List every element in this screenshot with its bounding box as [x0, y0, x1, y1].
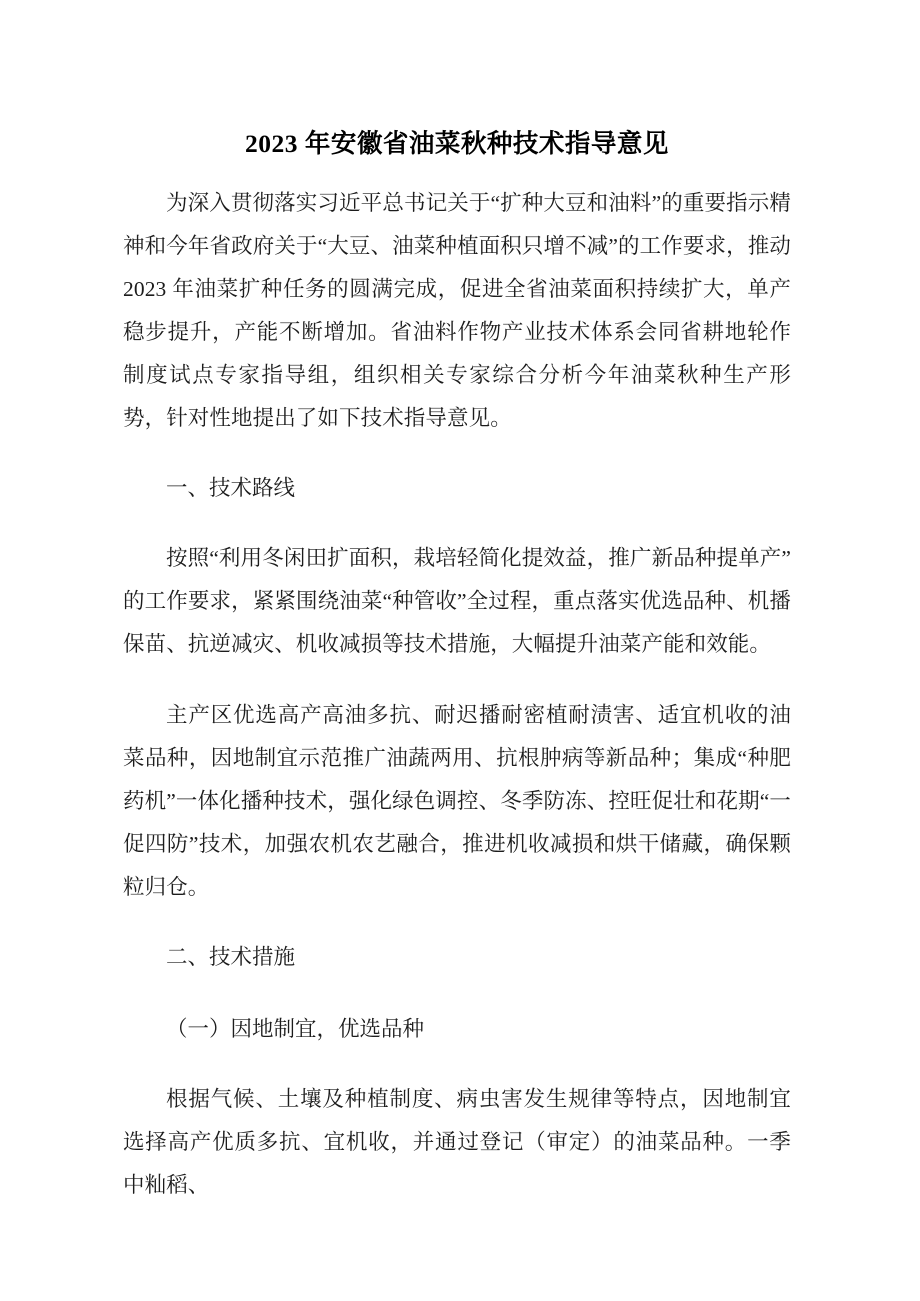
section-one-paragraph-1: 按照“利用冬闲田扩面积，栽培轻简化提效益，推广新品种提单产”的工作要求，紧紧围绕油菜“种管收”全过程，重点落实优选品种、机播保苗、抗逆减灾、机收减损等技术措施，大幅提升油菜产能和效能。 [123, 545, 791, 656]
spacer-after-section-one-heading [123, 510, 791, 537]
subsection-heading-one: （一）因地制宜，优选品种 [166, 1016, 425, 1041]
section-heading-one: 一、技术路线 [166, 475, 296, 500]
section-two-paragraph-1: 根据气候、土壤及种植制度、病虫害发生规律等特点，因地制宜选择高产优质多抗、宜机收，并通过登记（审定）的油菜品种。一季中籼稻、 [123, 1086, 791, 1197]
spacer-after-section-two-heading [123, 979, 791, 1008]
document-body [123, 0, 791, 1207]
spacer-after-subsection-heading [123, 1051, 791, 1078]
preamble-paragraph: 为深入贯彻落实习近平总书记关于“扩种大豆和油料”的重要指示精神和今年省政府关于“大豆、油菜种植面积只增不减”的工作要求，推动 2023 年油菜扩种任务的圆满完成，促进全省油菜面积持续扩大，单产稳步提升，产能不断增加。省油料作物产业技术体系会同省耕地轮作制度试点专家指导组，组织相关专家综合分析今年油菜秋种生产形势，针对性地提出了如下技术指导意见。 [123, 190, 791, 430]
spacer-section-one-mid [123, 666, 791, 694]
spacer-before-section-two [123, 909, 791, 936]
page-title: 2023 年安徽省油菜秋种技术指导意见 [245, 129, 669, 158]
section-heading-two: 二、技术措施 [166, 944, 296, 969]
section-one-paragraph-2: 主产区优选高产高油多抗、耐迟播耐密植耐渍害、适宜机收的油菜品种，因地制宜示范推广油蔬两用、抗根肿病等新品种；集成“种肥药机”一体化播种技术，强化绿色调控、冬季防冻、控旺促壮和花期“一促四防”技术，加强农机农艺融合，推进机收减损和烘干储藏，确保颗粒归仓。 [123, 702, 791, 899]
spacer-before-section-one [123, 440, 791, 467]
